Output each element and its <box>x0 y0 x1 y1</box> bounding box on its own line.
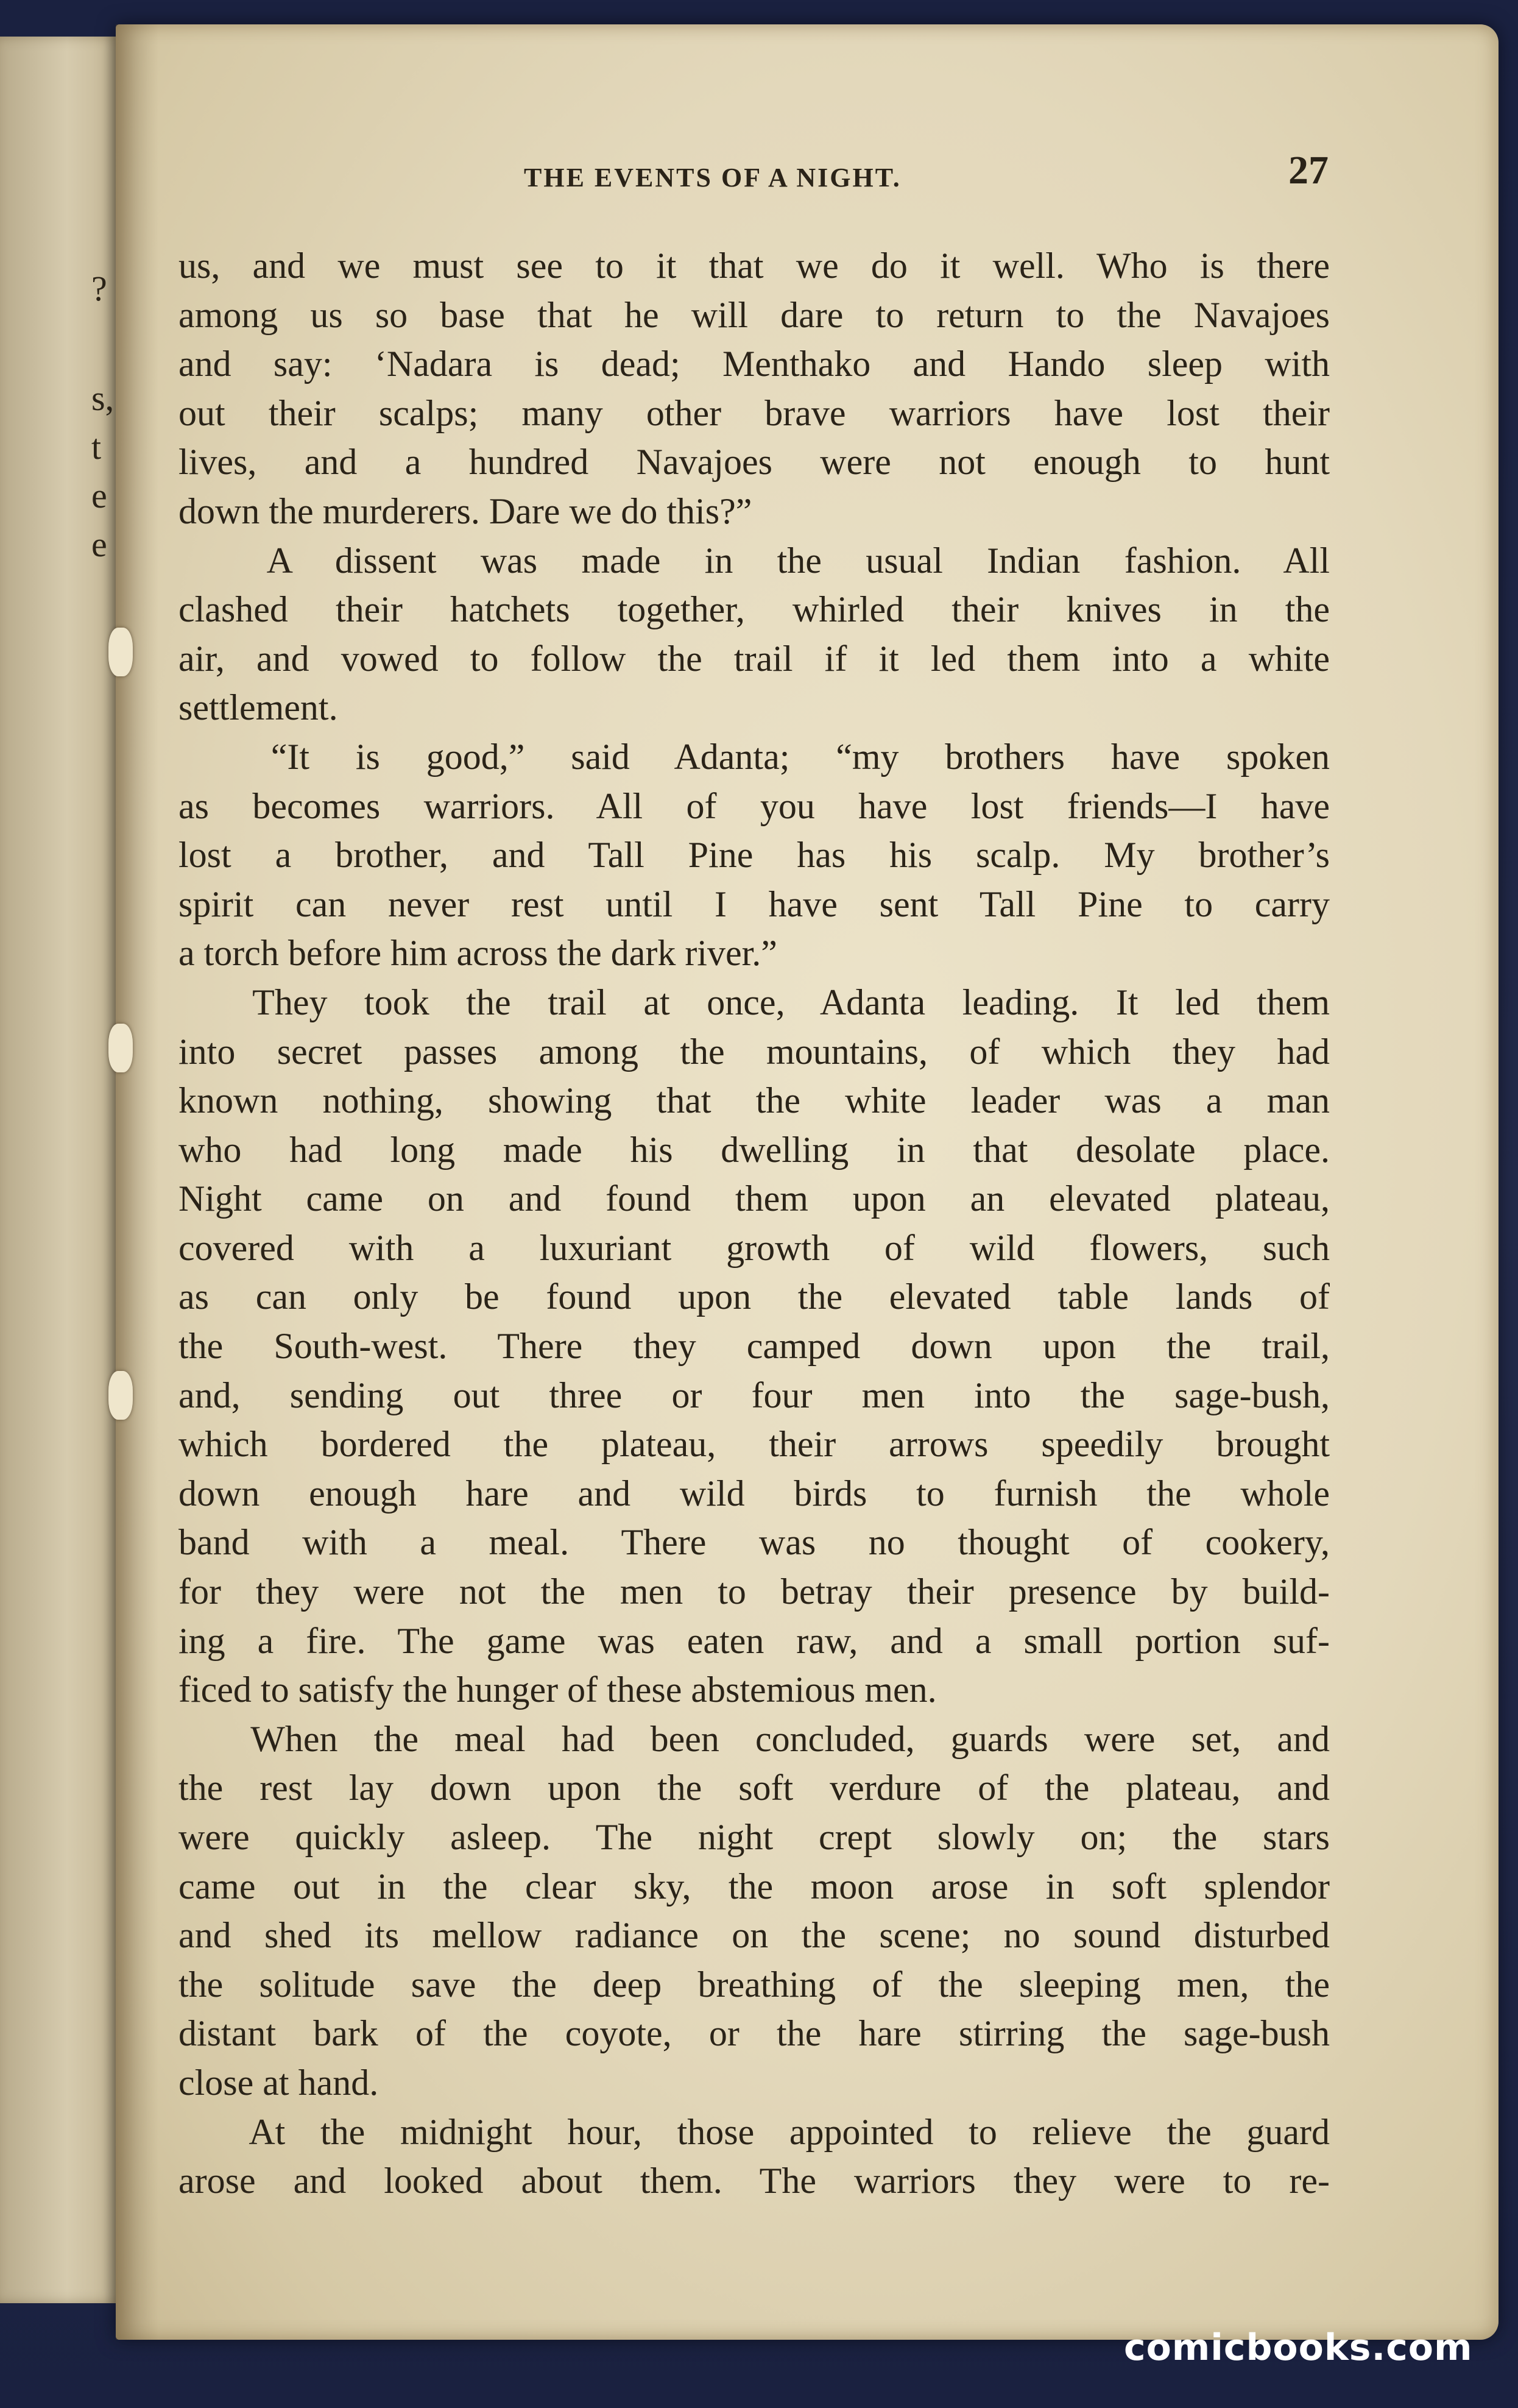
text-line: as can only be found upon the elevated table lands of <box>178 1277 1330 1317</box>
left-page-char: ? <box>91 269 107 308</box>
text-line: among us so base that he will dare to return to the Navajoes <box>178 294 1330 335</box>
text-line: for they were not the men to betray their presence by build- <box>178 1571 1330 1612</box>
text-line: covered with a luxuriant growth of wild flowers, such <box>178 1227 1330 1268</box>
text-line: down the murderers. Dare we do this?” <box>178 490 752 531</box>
text-line: and say: ‘Nadara is dead; Menthako and Hando sleep with <box>178 344 1330 384</box>
text-line: spirit can never rest until I have sent Tall Pine to carry <box>178 884 1330 924</box>
text-line: ing a fire. The game was eaten raw, and a small portion suf- <box>178 1620 1330 1661</box>
text-line: the rest lay down upon the soft verdure of the plateau, and <box>178 1768 1330 1808</box>
text-line: “It is good,” said Adanta; “my brothers have spoken <box>178 736 1330 777</box>
binding-tear <box>108 1024 133 1072</box>
text-line: the South-west. There they camped down upon the trail, <box>178 1326 1330 1367</box>
text-line: close at hand. <box>178 2062 379 2103</box>
left-page-char: e <box>91 476 107 515</box>
watermark: comicbooks.com <box>1124 2326 1473 2369</box>
text-line: who had long made his dwelling in that desolate place. <box>178 1129 1330 1170</box>
text-line: came out in the clear sky, the moon arose in soft splendor <box>178 1866 1330 1907</box>
text-line: which bordered the plateau, their arrows speedily brought <box>178 1424 1330 1465</box>
text-line: as becomes warriors. All of you have lost friends—I have <box>178 785 1330 826</box>
text-line: a torch before him across the dark river.” <box>178 933 777 974</box>
text-line: lost a brother, and Tall Pine has his scalp. My brother’s <box>178 835 1330 876</box>
left-page-char: s, <box>91 378 115 418</box>
text-line: settlement. <box>178 687 338 728</box>
text-line: At the midnight hour, those appointed to relieve the guard <box>178 2111 1330 2152</box>
text-line: air, and vowed to follow the trail if it led them into a white <box>178 638 1330 679</box>
text-line: A dissent was made in the usual Indian fashion. All <box>178 540 1330 581</box>
text-line: were quickly asleep. The night crept slowly on; the stars <box>178 1817 1330 1857</box>
text-line: known nothing, showing that the white leader was a man <box>178 1080 1330 1121</box>
text-line: out their scalps; many other brave warriors have lost their <box>178 392 1330 433</box>
text-line: band with a meal. There was no thought of cookery, <box>178 1522 1330 1563</box>
text-line: ficed to satisfy the hunger of these abstemious men. <box>178 1670 937 1710</box>
left-page-edge <box>0 37 124 2303</box>
text-line: They took the trail at once, Adanta leading. It led them <box>178 982 1330 1022</box>
binding-tear <box>108 1371 133 1420</box>
running-head: THE EVENTS OF A NIGHT. <box>524 163 902 193</box>
text-line: and, sending out three or four men into the sage-bush, <box>178 1375 1330 1415</box>
text-line: the solitude save the deep breathing of the sleeping men, the <box>178 1964 1330 2005</box>
body-text <box>178 241 1330 2206</box>
left-page-char: t <box>91 427 102 467</box>
text-line: distant bark of the coyote, or the hare stirring the sage-bush <box>178 2013 1330 2054</box>
text-line: arose and looked about them. The warriors they were to re- <box>178 2161 1330 2201</box>
text-line: us, and we must see to it that we do it well. Who is there <box>178 246 1330 286</box>
binding-tear <box>108 628 133 676</box>
text-line: and shed its mellow radiance on the scene; no sound disturbed <box>178 1915 1330 1956</box>
text-line: clashed their hatchets together, whirled their knives in the <box>178 589 1330 630</box>
page-number: 27 <box>1288 148 1329 193</box>
text-line: lives, and a hundred Navajoes were not enough to hunt <box>178 442 1330 483</box>
text-line: into secret passes among the mountains, of which they had <box>178 1031 1330 1072</box>
text-line: down enough hare and wild birds to furnish the whole <box>178 1473 1330 1514</box>
spine-shadow <box>116 24 158 2340</box>
text-line: Night came on and found them upon an elevated plateau, <box>178 1178 1330 1219</box>
left-page-char: e <box>91 525 107 564</box>
text-line: When the meal had been concluded, guards were set, and <box>178 1718 1330 1759</box>
